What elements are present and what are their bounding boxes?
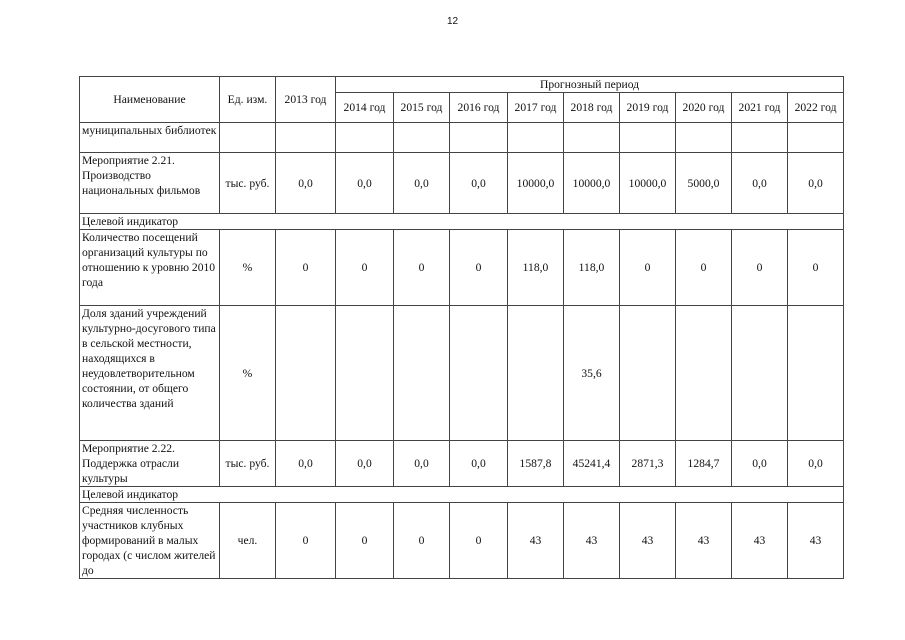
row-unit: % — [220, 306, 276, 441]
cell-value: 0 — [676, 230, 732, 306]
cell-value: 43 — [508, 503, 564, 579]
cell-value — [276, 306, 336, 441]
cell-value: 0,0 — [394, 441, 450, 487]
page-number: 12 — [446, 16, 459, 27]
header-year: 2015 год — [394, 93, 450, 123]
cell-value: 0 — [620, 230, 676, 306]
cell-value: 0,0 — [394, 153, 450, 214]
cell-value — [676, 306, 732, 441]
section-row — [80, 487, 844, 503]
cell-value: 2871,3 — [620, 441, 676, 487]
section-row — [80, 214, 844, 230]
cell-value: 0 — [336, 503, 394, 579]
cell-value: 118,0 — [564, 230, 620, 306]
cell-value: 0,0 — [336, 153, 394, 214]
cell-value: 0,0 — [450, 441, 508, 487]
header-year: 2021 год — [732, 93, 788, 123]
header-year: 2019 год — [620, 93, 676, 123]
row-name: Количество посещений организаций культуры по отношению к уровню 2010 года — [80, 230, 220, 306]
cell-value: 1587,8 — [508, 441, 564, 487]
table-row — [80, 123, 844, 153]
cell-value: 0 — [450, 230, 508, 306]
row-unit: чел. — [220, 503, 276, 579]
section-label: Целевой индикатор — [80, 487, 844, 503]
row-name: Мероприятие 2.21. Производство национальных фильмов — [80, 153, 220, 214]
cell-value: 43 — [732, 503, 788, 579]
section-label: Целевой индикатор — [80, 214, 844, 230]
cell-value: 0,0 — [732, 441, 788, 487]
cell-value: 0,0 — [336, 441, 394, 487]
cell-value: 0,0 — [788, 153, 844, 214]
header-year: 2016 год — [450, 93, 508, 123]
cell-value: 45241,4 — [564, 441, 620, 487]
cell-value: 0,0 — [276, 441, 336, 487]
table-row — [80, 503, 844, 579]
cell-value: 118,0 — [508, 230, 564, 306]
cell-value — [450, 306, 508, 441]
header-forecast-period: Прогнозный период — [336, 77, 844, 93]
cell-value — [732, 306, 788, 441]
row-unit: тыс. руб. — [220, 441, 276, 487]
cell-value: 5000,0 — [676, 153, 732, 214]
header-year: 2020 год — [676, 93, 732, 123]
table-row — [80, 230, 844, 306]
cell-value: 0 — [394, 230, 450, 306]
table-row — [80, 153, 844, 214]
table-row — [80, 441, 844, 487]
cell-value: 43 — [788, 503, 844, 579]
cell-value: 0,0 — [276, 153, 336, 214]
cell-value: 1284,7 — [676, 441, 732, 487]
header-year: 2022 год — [788, 93, 844, 123]
cell-value: 0,0 — [450, 153, 508, 214]
cell-value: 43 — [676, 503, 732, 579]
table-row — [80, 306, 844, 441]
header-year: 2018 год — [564, 93, 620, 123]
header-unit: Ед. изм. — [220, 77, 276, 123]
header-name: Наименование — [80, 77, 220, 123]
header-2013: 2013 год — [276, 77, 336, 123]
cell-value: 10000,0 — [564, 153, 620, 214]
cell-value: 0 — [732, 230, 788, 306]
header-year: 2017 год — [508, 93, 564, 123]
cell-value: 43 — [564, 503, 620, 579]
header-year: 2014 год — [336, 93, 394, 123]
row-name: муниципальных библиотек — [80, 123, 220, 153]
cell-value: 0 — [336, 230, 394, 306]
row-name: Средняя численность участников клубных формирований в малых городах (с числом жителей до — [80, 503, 220, 579]
cell-value: 10000,0 — [508, 153, 564, 214]
cell-value — [394, 306, 450, 441]
cell-value: 10000,0 — [620, 153, 676, 214]
cell-value: 0 — [276, 503, 336, 579]
row-name: Доля зданий учреждений культурно-досугового типа в сельской местности, находящихся в неудовлетворительном состоянии, от общего количества зданий — [80, 306, 220, 441]
cell-value — [508, 306, 564, 441]
cell-value: 0,0 — [788, 441, 844, 487]
cell-value: 0 — [788, 230, 844, 306]
cell-value: 43 — [620, 503, 676, 579]
cell-value: 0 — [276, 230, 336, 306]
row-unit: тыс. руб. — [220, 153, 276, 214]
cell-value — [620, 306, 676, 441]
cell-value — [336, 306, 394, 441]
cell-value: 0,0 — [732, 153, 788, 214]
cell-value — [788, 306, 844, 441]
cell-value: 0 — [394, 503, 450, 579]
cell-value: 35,6 — [564, 306, 620, 441]
forecast-table — [79, 76, 844, 579]
row-unit: % — [220, 230, 276, 306]
cell-value: 0 — [450, 503, 508, 579]
row-name: Мероприятие 2.22. Поддержка отрасли культуры — [80, 441, 220, 487]
